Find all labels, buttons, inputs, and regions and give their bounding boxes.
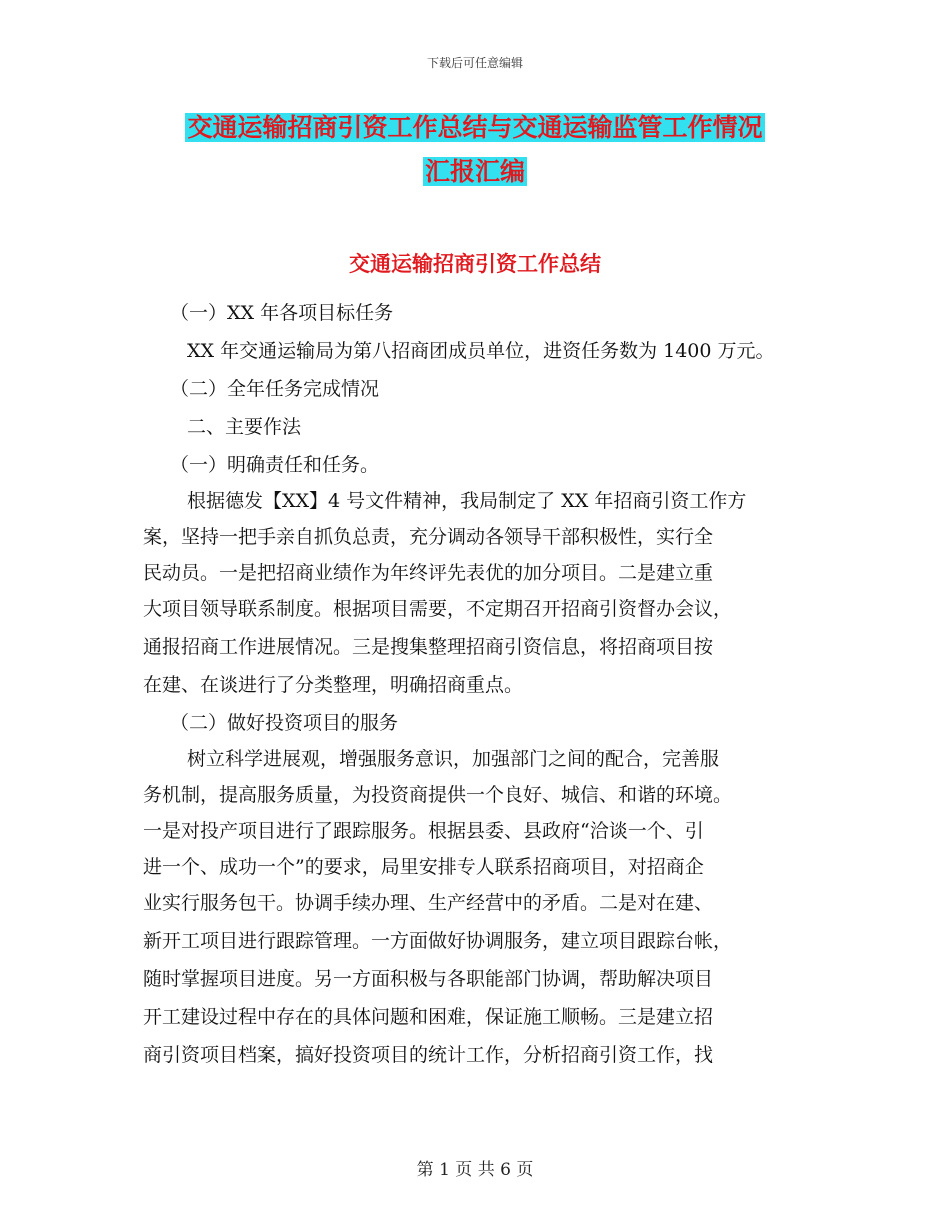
body-line: （二）做好投资项目的服务 [170,712,399,734]
header-note: 下载后可任意编辑 [426,56,523,70]
title-line-2: 汇报汇编 [424,157,525,186]
body-line: （二）全年任务完成情况 [170,378,380,400]
title-line-1: 交通运输招商引资工作总结与交通运输监管工作情况 [187,113,763,142]
body-line: 在建、在谈进行了分类整理，明确招商重点。 [143,674,524,696]
body-line: 根据德发【XX】4 号文件精神，我局制定了 XX 年招商引资工作方 [187,490,747,512]
body-line: 商引资项目档案，搞好投资项目的统计工作，分析招商引资工作，找 [143,1044,714,1066]
body-line: 进一个、成功一个”的要求，局里安排专人联系招商项目，对招商企 [143,856,704,878]
body-line: 务机制，提高服务质量，为投资商提供一个良好、城信、和谐的环境。 [143,784,733,806]
document-title [0,106,950,194]
page-footer: 第 1 页 共 6 页 [416,1160,534,1180]
body-line: （一）明确责任和任务。 [170,454,380,476]
section-title: 交通运输招商引资工作总结 [349,251,601,276]
body-line: 业实行服务包干。协调手续办理、生产经营中的矛盾。二是对在建、 [143,892,714,914]
body-line: 民动员。一是把招商业绩作为年终评先表优的加分项目。二是建立重 [143,562,714,584]
body-line: 案，坚持一把手亲自抓负总责，充分调动各领导干部积极性，实行全 [143,526,714,548]
body-line: 二、主要作法 [187,416,302,438]
body-line: XX 年交通运输局为第八招商团成员单位，进资任务数为 1400 万元。 [187,340,775,362]
body-line: 新开工项目进行跟踪管理。一方面做好协调服务，建立项目跟踪台帐， [143,930,733,952]
body-line: 随时掌握项目进度。另一方面积极与各职能部门协调，帮助解决项目 [143,968,714,990]
body-line: （一）XX 年各项目标任务 [170,302,394,324]
body-line: 大项目领导联系制度。根据项目需要，不定期召开招商引资督办会议， [143,598,733,620]
body-line: 树立科学进展观，增强服务意识，加强部门之间的配合，完善服 [187,748,720,770]
body-line: 开工建设过程中存在的具体问题和困难，保证施工顺畅。三是建立招 [143,1006,714,1028]
body-line: 一是对投产项目进行了跟踪服务。根据县委、县政府“洽谈一个、引 [143,820,704,842]
body-line: 通报招商工作进展情况。三是搜集整理招商引资信息，将招商项目按 [143,636,714,658]
